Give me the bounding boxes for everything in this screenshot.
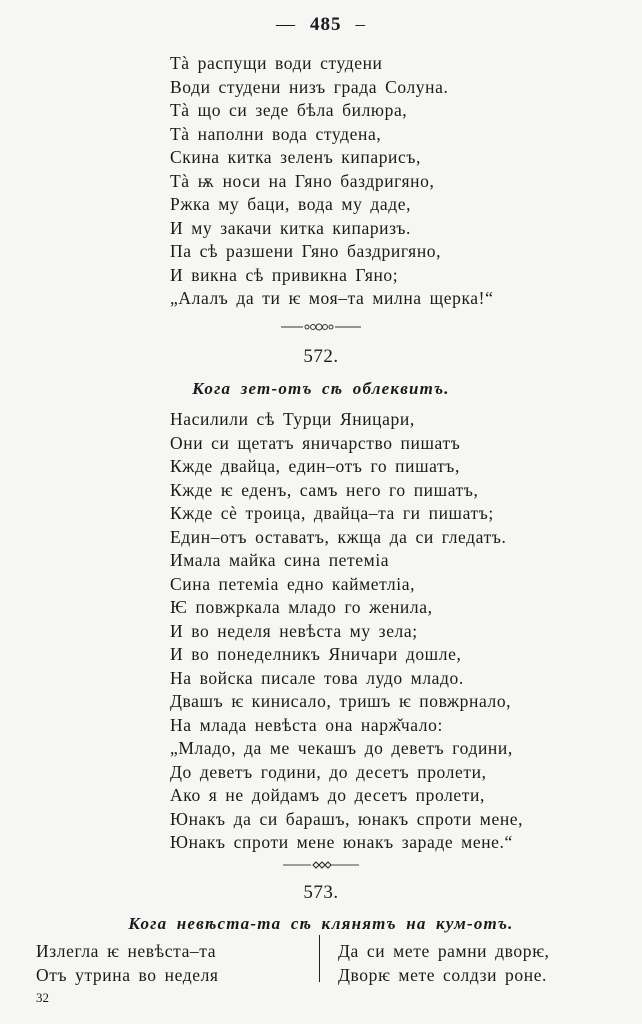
verse-line: Води студени низъ града Солуна. [170, 76, 449, 97]
verse-line: Излегла ѥ невѣста–та [36, 941, 217, 961]
vine-ornament-icon [0, 318, 642, 332]
page-number: 485 [310, 14, 342, 35]
verse-line: Юнакъ да си барашъ, юнакъ спроти мене, [170, 808, 524, 829]
signature-mark: 32 [36, 990, 49, 1005]
verse-line: Двашъ ѥ кинисало, тришъ ѥ повжрнало, [170, 691, 512, 711]
verse-line: „Младо, да ме чекашъ до деветъ години, [170, 738, 513, 758]
verse-line: Ако я не дойдамъ до десетъ пролети, [170, 785, 485, 805]
verse-line: Скина китка зеленъ кипарисъ, [170, 147, 422, 167]
verse-line: Тà наполни вода студена, [170, 123, 382, 144]
verse-line: Да си мете рамни дворѥ, [338, 941, 550, 961]
dash-left: — [276, 14, 296, 35]
column-divider [319, 935, 320, 982]
diamond-ornament-icon [0, 856, 642, 870]
verse-line: „Алалъ да ти ѥ моя–та милна щерка!“ [170, 288, 494, 308]
verse-line: Сина петеміа едно кайметліа, [170, 573, 416, 594]
verse-line: Дворѥ мете солдзи роне. [338, 964, 548, 985]
verse-line: Отъ утрина во неделя [36, 964, 219, 985]
song-573-left-column [36, 940, 219, 987]
verse-line: Кжде двайца, един–отъ го пишатъ, [170, 456, 460, 476]
verse-line: Тà распущи води студени [170, 53, 383, 73]
song-number: 572. [303, 346, 339, 367]
verse-line: На млада невѣста она нарж̌чало: [170, 714, 443, 735]
song-572-verse [170, 408, 523, 855]
verse-line: Насилили сѣ Турци Яницари, [170, 409, 415, 429]
page-header [0, 14, 642, 36]
song-title: Кога невѣста-та сѣ клянятъ на кум-отъ. [128, 914, 514, 933]
verse-line: Юнакъ спроти мене юнакъ зараде мене.“ [170, 832, 513, 852]
continuation-verse [170, 52, 493, 311]
verse-line: И му закачи китка кипаризъ. [170, 217, 411, 238]
verse-line: Имала майка сина петеміа [170, 550, 390, 570]
verse-line: Ржка му баци, вода му даде, [170, 194, 412, 214]
verse-line: Кжде ѥ еденъ, самъ него го пишатъ, [170, 479, 479, 500]
verse-line: И во неделя невѣста му зела; [170, 620, 418, 641]
verse-line: Они си щетатъ яничарство пишатъ [170, 432, 461, 453]
song-title: Кога зет-отъ сѣ облеквитъ. [192, 379, 450, 398]
verse-line: До деветъ години, до десетъ пролети, [170, 761, 487, 782]
verse-line: Един–отъ оставатъ, кжща да си гледатъ. [170, 526, 507, 547]
dash-right: – [355, 14, 366, 35]
verse-line: Тà що си зеде бѣла билюра, [170, 100, 408, 120]
verse-line: И викна сѣ привикна Гяно; [170, 264, 399, 285]
verse-line: Тà ѭ носи на Гяно баздригяно, [170, 170, 435, 191]
verse-line: Кжде сè троица, двайца–та ги пишатъ; [170, 503, 494, 523]
verse-line: Па сѣ разшени Гяно баздригяно, [170, 241, 442, 261]
verse-line: И во понеделникъ Яничари дошле, [170, 644, 462, 664]
verse-line: Ѥ повжркала младо го женила, [170, 597, 433, 617]
song-number: 573. [303, 882, 339, 903]
verse-line: На войска писале това лудо младо. [170, 667, 464, 688]
song-573-right-column [338, 940, 550, 987]
